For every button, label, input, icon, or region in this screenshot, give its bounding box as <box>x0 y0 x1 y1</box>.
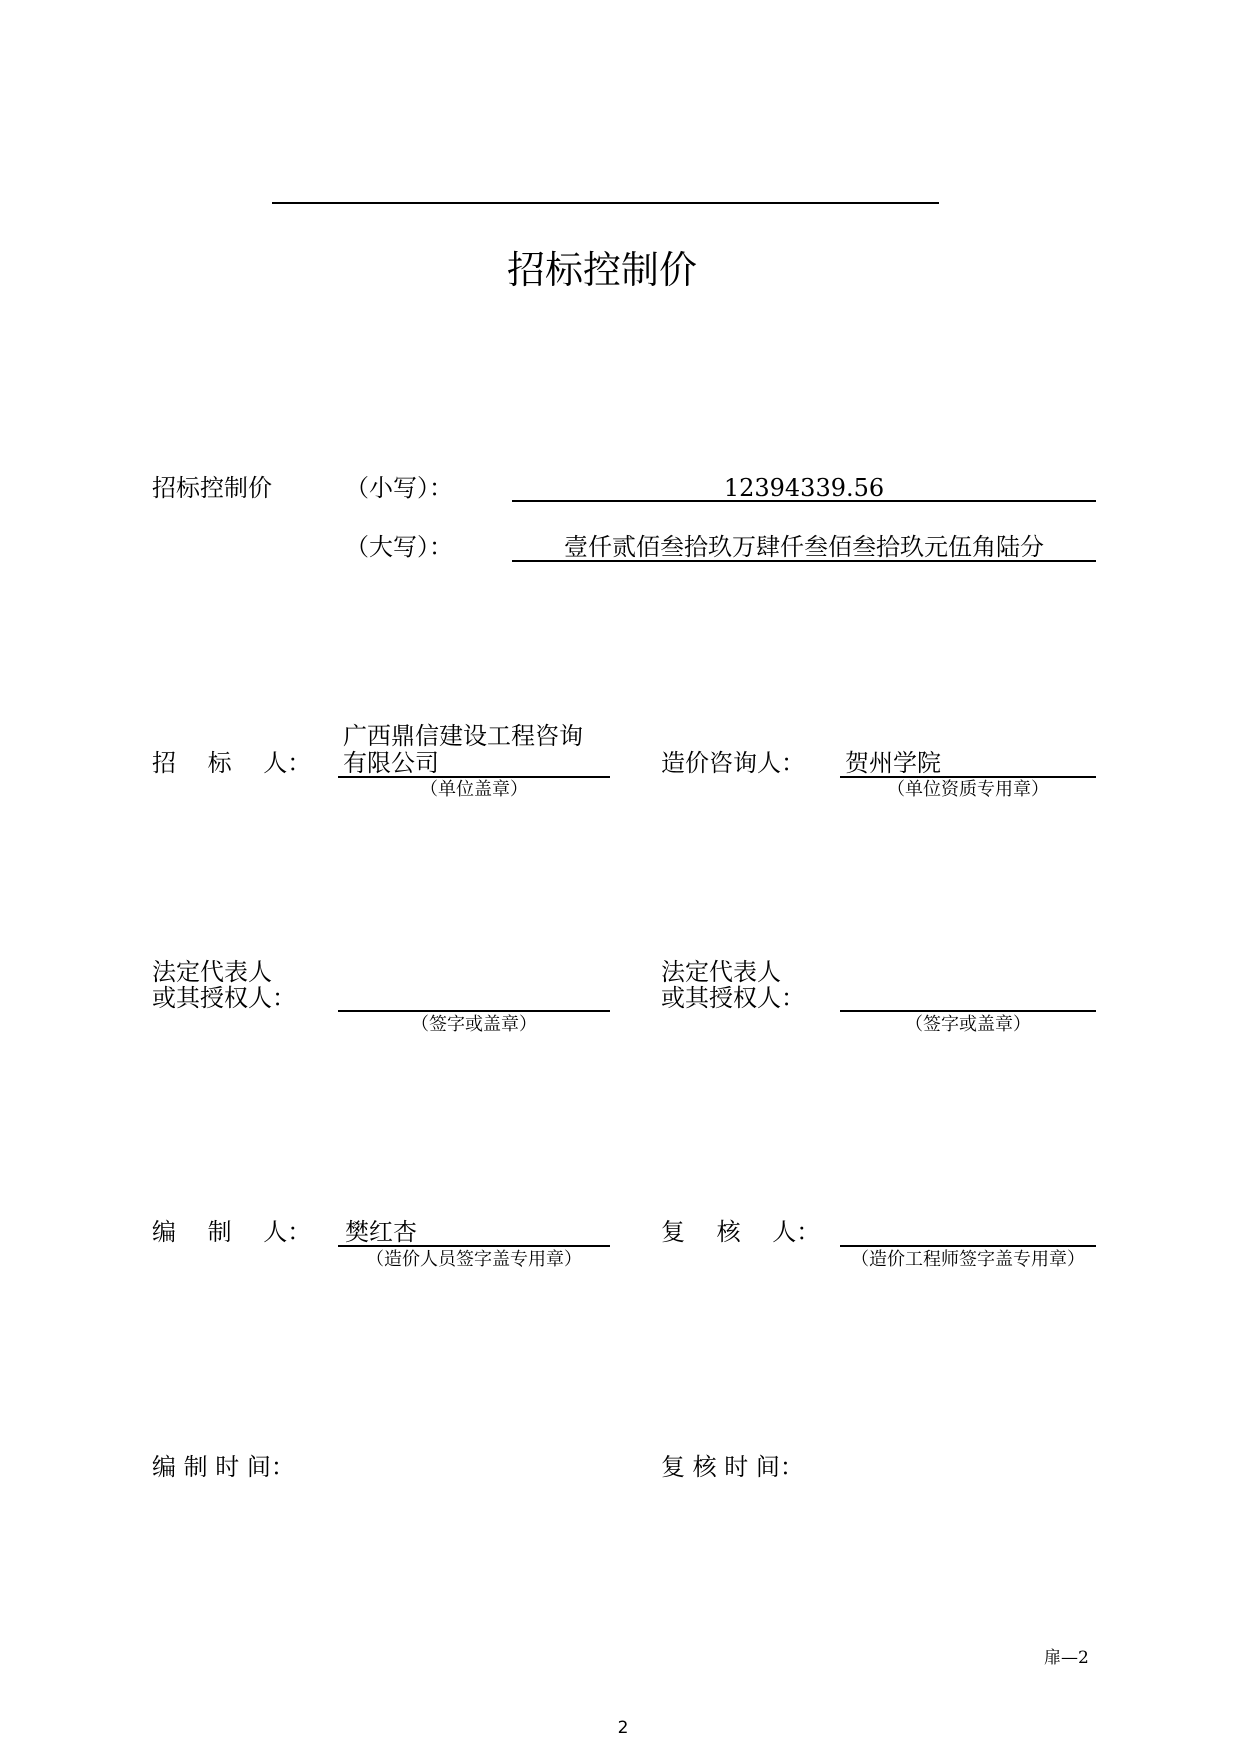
price-upper-value: 壹仟贰佰叁拾玖万肆仟叁佰叁拾玖元伍角陆分 <box>564 533 1044 561</box>
legal-rep-left-underline <box>338 1010 610 1012</box>
page-number: 2 <box>617 1718 629 1738</box>
legal-rep-left-label-1: 法定代表人 <box>152 958 272 986</box>
reviewer-note: （造价工程师签字盖专用章） <box>851 1249 1085 1270</box>
tenderer-label: 招 标 人： <box>152 749 312 777</box>
page-title: 招标控制价 <box>507 248 698 292</box>
reviewer-label: 复 核 人： <box>661 1218 821 1246</box>
legal-rep-right-label-2: 或其授权人： <box>661 984 805 1012</box>
consultant-label: 造价咨询人： <box>661 749 805 777</box>
legal-rep-right-label-1: 法定代表人 <box>661 958 781 986</box>
title-top-rule <box>272 202 939 204</box>
consultant-note: （单位资质专用章） <box>887 779 1049 800</box>
tenderer-value-line1: 广西鼎信建设工程咨询 <box>343 722 583 750</box>
form-code: 扉—2 <box>1044 1648 1089 1668</box>
consultant-underline <box>840 776 1096 778</box>
price-lower-label: （小写）： <box>345 474 453 502</box>
legal-rep-left-label-2: 或其授权人： <box>152 984 296 1012</box>
compiler-note: （造价人员签字盖专用章） <box>366 1249 582 1270</box>
compile-time-label: 编 制 时 间： <box>152 1453 295 1481</box>
compiler-underline <box>338 1245 610 1247</box>
price-label: 招标控制价 <box>152 474 272 502</box>
reviewer-underline <box>840 1245 1096 1247</box>
legal-rep-left-note: （签字或盖章） <box>411 1014 537 1035</box>
compiler-value: 樊红杏 <box>345 1218 417 1246</box>
tenderer-note: （单位盖章） <box>420 779 528 800</box>
legal-rep-right-note: （签字或盖章） <box>905 1014 1031 1035</box>
consultant-value: 贺州学院 <box>845 749 941 777</box>
tenderer-value-line2: 有限公司 <box>343 749 439 777</box>
compiler-label: 编 制 人： <box>152 1218 312 1246</box>
price-upper-underline <box>512 560 1096 562</box>
review-time-label: 复 核 时 间： <box>661 1453 804 1481</box>
tenderer-underline <box>338 776 610 778</box>
legal-rep-right-underline <box>840 1010 1096 1012</box>
price-upper-label: （大写）： <box>345 533 453 561</box>
price-lower-value: 12394339.56 <box>723 474 885 502</box>
price-lower-underline <box>512 500 1096 502</box>
